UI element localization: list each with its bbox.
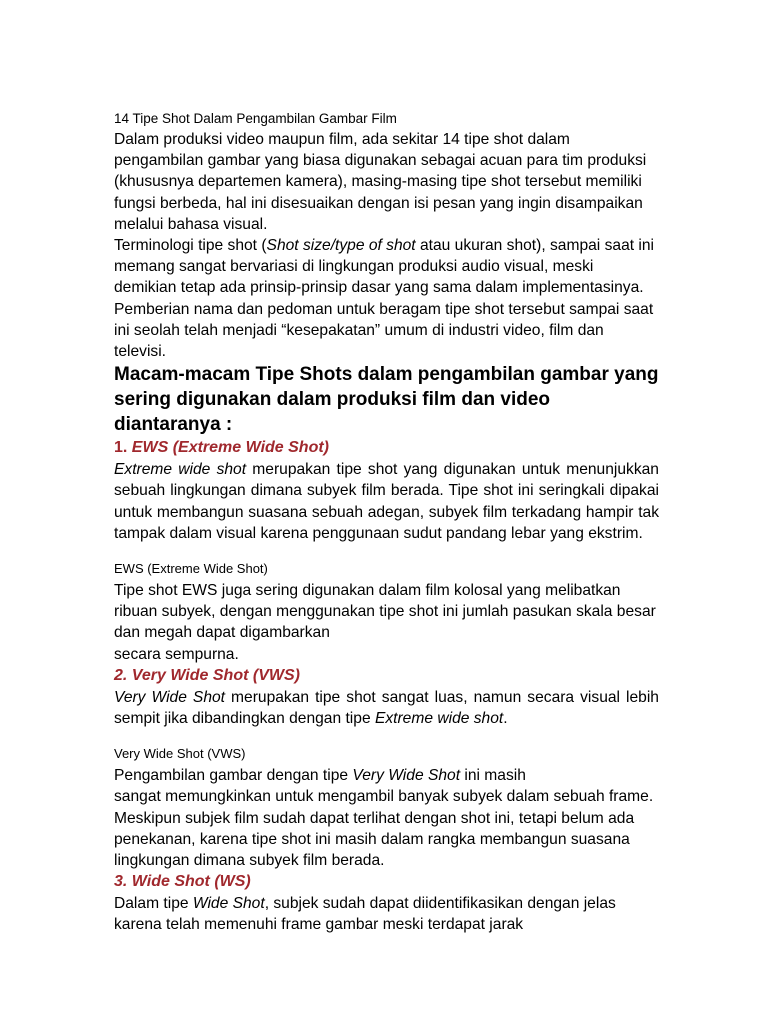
intro-paragraph-1: Dalam produksi video maupun film, ada sekitar 14 tipe shot dalam pengambilan gambar yang biasa digunakan sebagai acuan para tim produksi (khususnya departemen kamera), masing-masing tipe shot tersebut memiliki fungsi berbeda, hal ini disesuaikan dengan isi pesan yang ingin disampaikan melalui bahasa visual. [114,131,647,233]
item-2-heading: 2. Very Wide Shot (VWS) [114,666,300,684]
section-heading: Macam-macam Tipe Shots dalam pengambilan gambar yang sering digunakan dalam produksi film dan video diantaranya : [114,364,659,436]
item-1-description: Extreme wide shot merupakan tipe shot yang digunakan untuk menunjukkan sebuah lingkungan dimana subyek film berada. Tipe shot ini seringkali dipakai untuk membangun suasana sebuah adegan, subyek film terkadang hampir tak tampak dalam visual karena penggunaan sudut pandang lebar yang ekstrim. [114,461,659,542]
item-1-extra: Tipe shot EWS juga sering digunakan dalam film kolosal yang melibatkan ribuan subyek, dengan menggunakan tipe shot ini jumlah pasukan skala besar dan megah dapat digambarkan [114,582,656,642]
item-2-caption: Very Wide Shot (VWS) [114,746,246,762]
item-2-description: Very Wide Shot merupakan tipe shot sangat luas, namun secara visual lebih sempit jika dibandingkan dengan tipe Extreme wide shot. [114,688,659,728]
item-2-extra: Pengambilan gambar dengan tipe Very Wide Shot ini masih [114,767,526,785]
item-1-caption: EWS (Extreme Wide Shot) [114,561,268,577]
item-2-extra-2: sangat memungkinkan untuk mengambil banyak subyek dalam sebuah frame. Meskipun subjek film sudah dapat terlihat dengan shot ini, tetapi belum ada penekanan, karena tipe shot ini masih dalam rangka membangun suasana lingkungan dimana subyek film berada. [114,788,654,870]
document-title: 14 Tipe Shot Dalam Pengambilan Gambar Film [114,111,397,126]
intro-paragraph-2: Terminologi tipe shot (Shot size/type of shot atau ukuran shot), sampai saat ini memang sangat bervariasi di lingkungan produksi audio visual, meski demikian tetap ada prinsip-prinsip dasar yang sama dalam implementasinya. Pemberian nama dan pedoman untuk beragam tipe shot tersebut sampai saat ini seolah telah menjadi “kesepakatan” umum di industri video, film dan televisi. [114,237,655,361]
item-1-extra-2: secara sempurna. [114,645,239,663]
item-3-heading: 3. Wide Shot (WS) [114,873,251,891]
document-content [114,110,659,936]
item-3-description: Dalam tipe Wide Shot, subjek sudah dapat diidentifikasikan dengan jelas karena telah memenuhi frame gambar meski terdapat jarak [114,895,616,934]
item-1-heading: 1. EWS (Extreme Wide Shot) [114,439,330,457]
